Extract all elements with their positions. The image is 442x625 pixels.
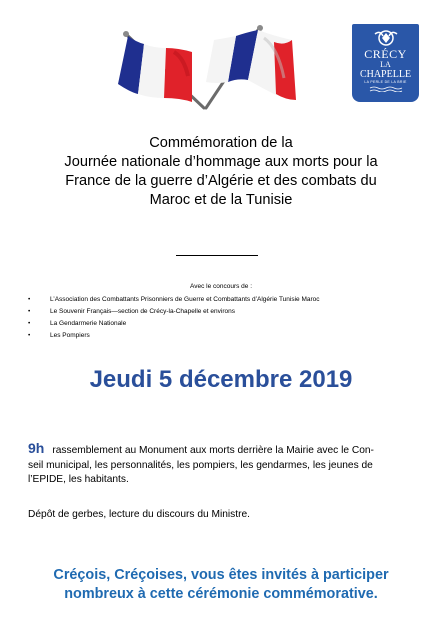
logo-emblem-icon xyxy=(371,28,401,48)
title-line-2: Journée nationale d’hommage aux morts pour la xyxy=(64,154,378,170)
event-date: Jeudi 5 décembre 2019 xyxy=(89,366,353,393)
program-line-2: seil municipal, les personnalités, les pompiers, les gendarmes, les jeunes de xyxy=(28,459,373,471)
program-hour: 9h xyxy=(28,440,45,456)
program-line-3: l’EPIDE, les habitants. xyxy=(28,474,129,485)
logo-name-line3: CHAPELLE xyxy=(359,69,412,80)
invitation-line-2: nombreux à cette cérémonie commémorative. xyxy=(64,586,378,602)
title-line-4: Maroc et de la Tunisie xyxy=(149,192,293,208)
invitation-text xyxy=(0,566,442,604)
list-item: • La Gendarmerie Nationale xyxy=(28,318,320,330)
page-title xyxy=(20,134,422,210)
title-line-1: Commémoration de la xyxy=(149,135,293,151)
list-item: • Le Souvenir Français—section de Crécy-la-Chapelle et environs xyxy=(28,306,320,318)
list-item: • Les Pompiers xyxy=(28,330,320,342)
bullet-icon: • xyxy=(28,332,31,339)
title-divider xyxy=(176,255,258,256)
partners-list xyxy=(28,294,320,342)
list-item: • L’Association des Combattants Prisonniers de Guerre et Combattants d’Algérie Tunisie Maroc xyxy=(28,294,320,306)
invitation-line-1: Créçois, Créçoises, vous êtes invités à participer xyxy=(53,567,389,583)
town-logo xyxy=(352,24,419,102)
logo-waves-icon xyxy=(369,86,403,92)
logo-tagline: LA PERLE DE LA BRIE xyxy=(364,80,407,84)
program-second-paragraph: Dépôt de gerbes, lecture du discours du Ministre. xyxy=(28,509,250,520)
logo-name-line2: LA xyxy=(380,60,391,69)
bullet-icon: • xyxy=(28,308,31,315)
logo-name-line1: CRÉCY xyxy=(364,47,407,61)
crossed-french-flags-icon xyxy=(88,18,308,110)
program-line-1: rassemblement au Monument aux morts derrière la Mairie avec le Con- xyxy=(52,445,374,456)
bullet-icon: • xyxy=(28,320,31,327)
partners-intro: Avec le concours de : xyxy=(189,283,253,290)
title-line-3: France de la guerre d’Algérie et des combats du xyxy=(65,173,377,189)
program-paragraph xyxy=(28,441,408,488)
bullet-icon: • xyxy=(28,296,31,303)
